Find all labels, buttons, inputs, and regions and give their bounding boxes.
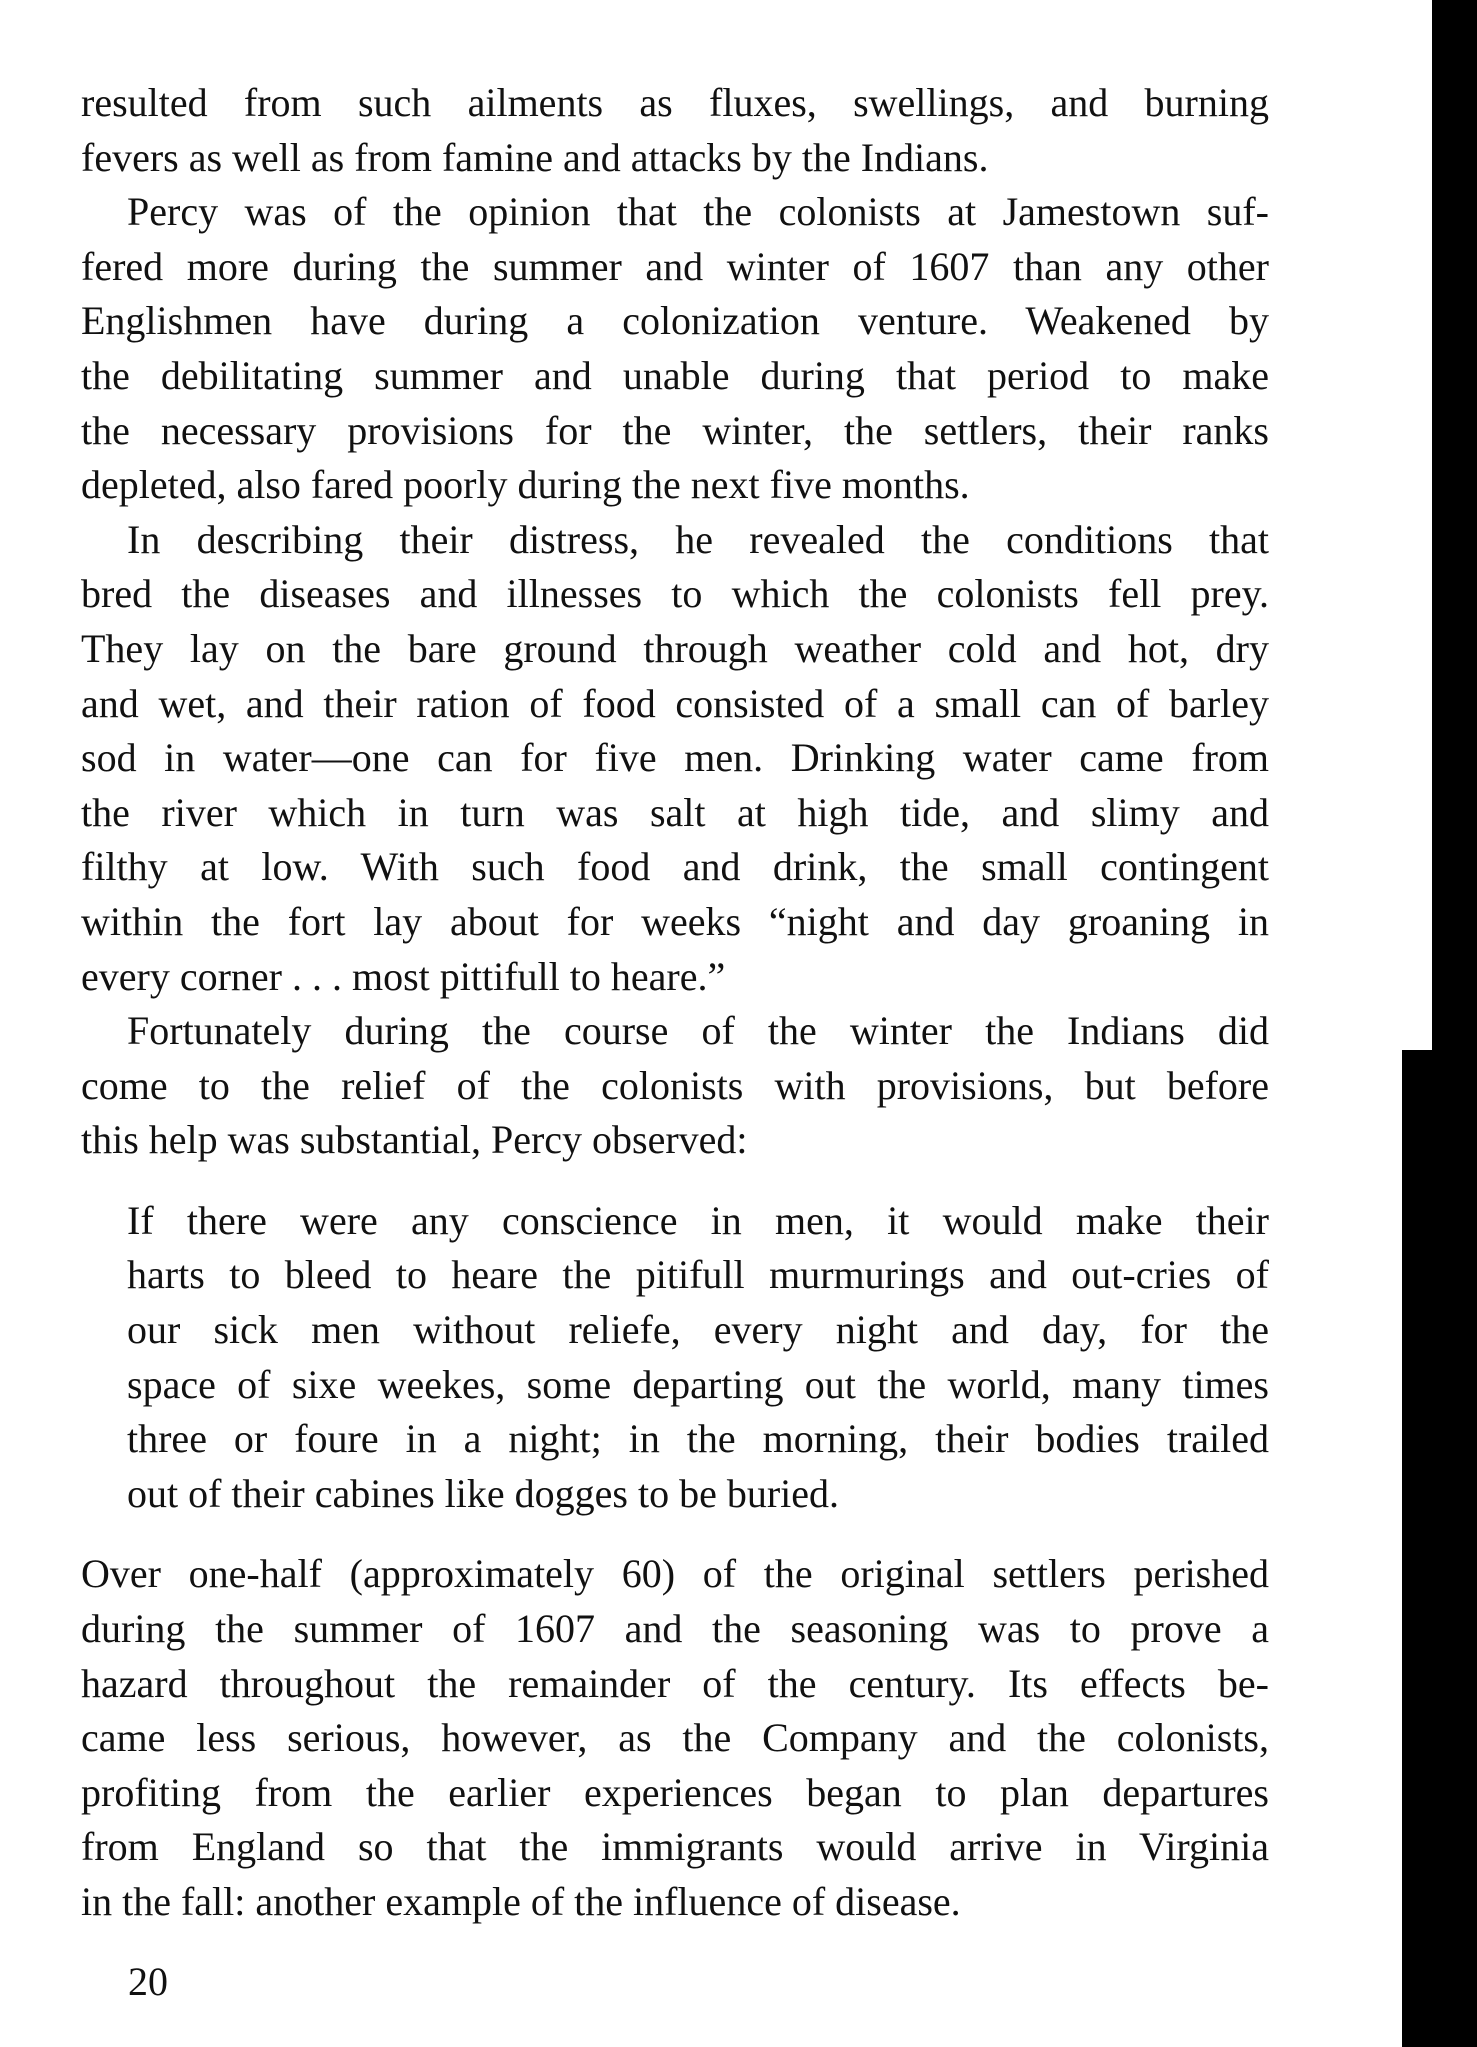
text-line: fered more during the summer and winter of 1607 than any other xyxy=(81,243,1269,289)
text-line: the necessary provisions for the winter, the settlers, their ranks xyxy=(81,407,1269,453)
text-line: harts to bleed to heare the pitifull murmurings and out-cries of xyxy=(127,1252,1269,1298)
text-line: hazard throughout the remainder of the century. Its effects be- xyxy=(81,1660,1269,1706)
text-line: the debilitating summer and unable during that period to make xyxy=(81,352,1269,398)
text-line: every corner . . . most pittifull to heare.” xyxy=(81,953,726,999)
text-line: sod in water—one can for five men. Drinking water came from xyxy=(81,735,1269,781)
text-line: the river which in turn was salt at high tide, and slimy and xyxy=(81,789,1269,835)
text-line: Fortunately during the course of the winter the Indians did xyxy=(127,1008,1269,1054)
paragraph xyxy=(81,76,1269,185)
text-line: this help was substantial, Percy observed: xyxy=(81,1117,748,1163)
text-line: from England so that the immigrants would arrive in Virginia xyxy=(81,1824,1269,1870)
text-line: during the summer of 1607 and the seasoning was to prove a xyxy=(81,1606,1269,1652)
text-line: out of their cabines like dogges to be buried. xyxy=(127,1470,840,1516)
text-line: and wet, and their ration of food consisted of a small can of barley xyxy=(81,680,1269,726)
text-line: within the fort lay about for weeks “night and day groaning in xyxy=(81,898,1269,944)
text-line: In describing their distress, he revealed the conditions that xyxy=(127,516,1269,562)
scan-edge-shadow-bottom xyxy=(1402,1050,1477,2047)
scan-edge-shadow-top xyxy=(1432,0,1477,1050)
page-number: 20 xyxy=(128,1959,168,2004)
text-line: Englishmen have during a colonization venture. Weakened by xyxy=(81,298,1269,344)
text-line: If there were any conscience in men, it would make their xyxy=(127,1197,1269,1243)
paragraph xyxy=(81,1004,1269,1168)
text-line: fevers as well as from famine and attacks by the Indians. xyxy=(81,134,989,180)
text-line: resulted from such ailments as fluxes, swellings, and burning xyxy=(81,80,1269,125)
text-line: our sick men without reliefe, every night and day, for the xyxy=(127,1307,1269,1353)
text-line: three or foure in a night; in the morning, their bodies trailed xyxy=(127,1416,1269,1462)
page-body xyxy=(81,76,1269,1930)
paragraph xyxy=(81,1547,1269,1929)
text-line: come to the relief of the colonists with provisions, but before xyxy=(81,1062,1269,1108)
text-line: Percy was of the opinion that the colonists at Jamestown suf- xyxy=(127,189,1269,235)
text-line: came less serious, however, as the Company and the colonists, xyxy=(81,1715,1269,1761)
paragraph xyxy=(81,185,1269,513)
paragraph xyxy=(81,513,1269,1004)
text-line: filthy at low. With such food and drink, the small contingent xyxy=(81,844,1269,890)
text-line: in the fall: another example of the influence of disease. xyxy=(81,1879,961,1924)
block-quote xyxy=(127,1194,1269,1522)
text-line: Over one-half (approximately 60) of the original settlers perished xyxy=(81,1551,1269,1597)
text-line: They lay on the bare ground through weather cold and hot, dry xyxy=(81,625,1269,671)
text-line: bred the diseases and illnesses to which the colonists fell prey. xyxy=(81,571,1269,617)
text-line: profiting from the earlier experiences began to plan departures xyxy=(81,1769,1269,1815)
text-line: depleted, also fared poorly during the next five months. xyxy=(81,462,970,508)
text-line: space of sixe weekes, some departing out the world, many times xyxy=(127,1361,1269,1407)
